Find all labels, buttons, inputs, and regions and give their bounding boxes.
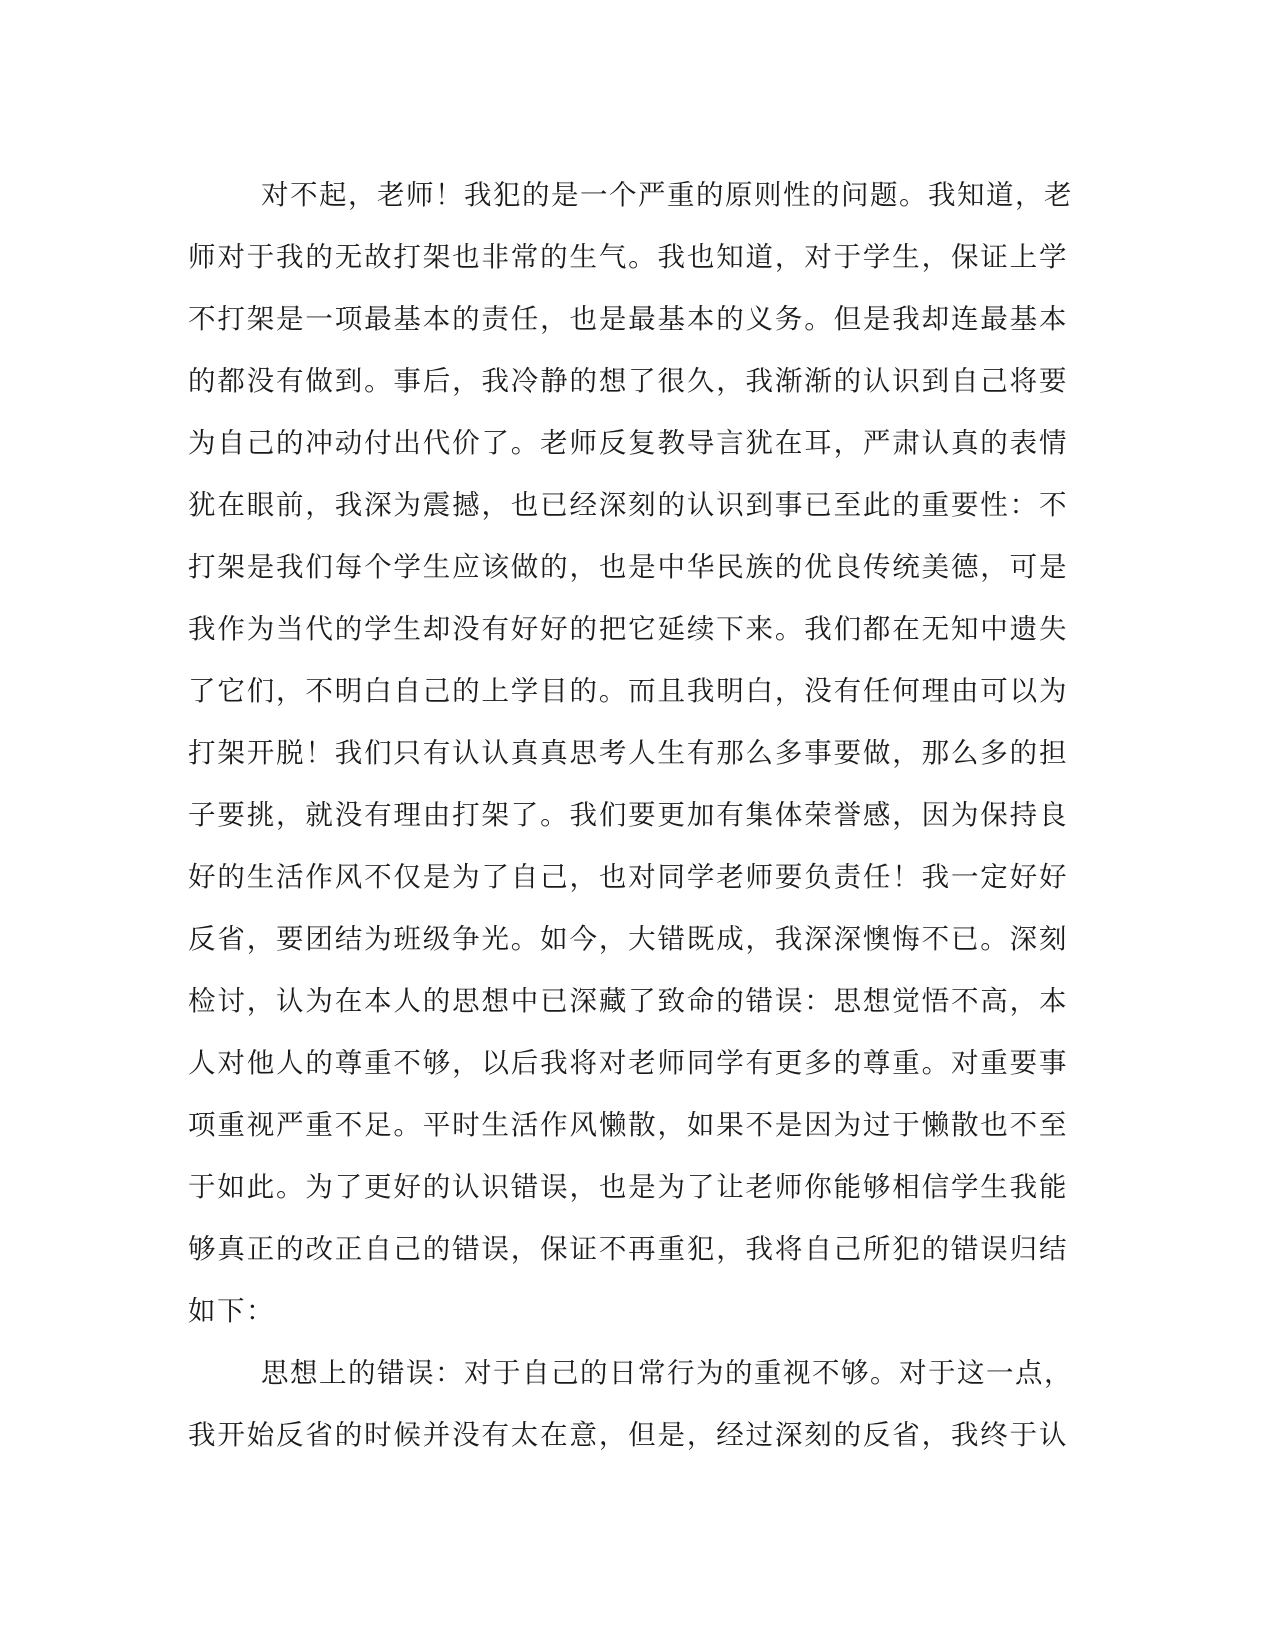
body-text (188, 164, 1073, 1466)
text-line: 够真正的改正自己的错误，保证不再重犯，我将自己所犯的错误归结 (188, 1233, 1068, 1265)
text-line: 犹在眼前，我深为震撼，也已经深刻的认识到事已至此的重要性：不 (188, 489, 1068, 521)
text-line: 人对他人的尊重不够，以后我将对老师同学有更多的尊重。对重要事 (188, 1047, 1068, 1079)
text-line: 我作为当代的学生却没有好好的把它延续下来。我们都在无知中遗失 (188, 613, 1068, 645)
text-line: 我开始反省的时候并没有太在意，但是，经过深刻的反省，我终于认 (188, 1419, 1068, 1451)
text-line: 打架开脱！我们只有认认真真思考人生有那么多事要做，那么多的担 (188, 737, 1068, 769)
text-line: 项重视严重不足。平时生活作风懒散，如果不是因为过于懒散也不至 (188, 1109, 1068, 1141)
text-line: 不打架是一项最基本的责任，也是最基本的义务。但是我却连最基本 (188, 303, 1068, 335)
text-line: 检讨，认为在本人的思想中已深藏了致命的错误：思想觉悟不高，本 (188, 985, 1068, 1017)
text-line: 如下： (188, 1295, 275, 1327)
text-line: 反省，要团结为班级争光。如今，大错既成，我深深懊悔不已。深刻 (188, 923, 1068, 955)
text-line: 思想上的错误：对于自己的日常行为的重视不够。对于这一点， (261, 1357, 1073, 1389)
text-line: 于如此。为了更好的认识错误，也是为了让老师你能够相信学生我能 (188, 1171, 1068, 1203)
paragraph-1 (188, 164, 1073, 1342)
text-line: 了它们，不明白自己的上学目的。而且我明白，没有任何理由可以为 (188, 675, 1068, 707)
text-line: 对不起，老师！我犯的是一个严重的原则性的问题。我知道，老 (261, 179, 1073, 211)
text-line: 的都没有做到。事后，我冷静的想了很久，我渐渐的认识到自己将要 (188, 365, 1068, 397)
text-line: 子要挑，就没有理由打架了。我们要更加有集体荣誉感，因为保持良 (188, 799, 1068, 831)
text-line: 打架是我们每个学生应该做的，也是中华民族的优良传统美德，可是 (188, 551, 1068, 583)
text-line: 为自己的冲动付出代价了。老师反复教导言犹在耳，严肃认真的表情 (188, 427, 1068, 459)
text-line: 师对于我的无故打架也非常的生气。我也知道，对于学生，保证上学 (188, 241, 1068, 273)
text-line: 好的生活作风不仅是为了自己，也对同学老师要负责任！我一定好好 (188, 861, 1068, 893)
paragraph-2 (188, 1342, 1073, 1466)
